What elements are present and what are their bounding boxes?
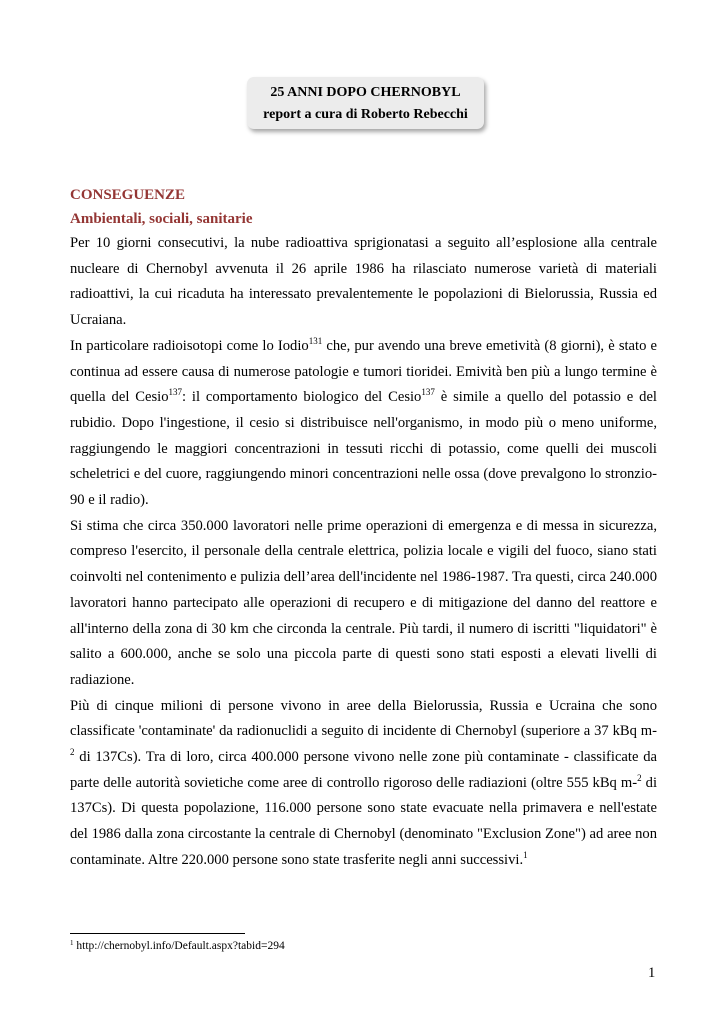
section-subtitle: Ambientali, sociali, sanitarie bbox=[70, 211, 253, 227]
footnote-reference[interactable]: 1 bbox=[523, 849, 528, 860]
main-content bbox=[70, 183, 657, 874]
superscript-cesio-2: 137 bbox=[421, 387, 435, 398]
document-subtitle: report a cura di Roberto Rebecchi bbox=[263, 107, 468, 122]
superscript-cesio-1: 137 bbox=[168, 387, 182, 398]
paragraph-4 bbox=[70, 694, 657, 874]
paragraph-2-text-c: : il comportamento biologico del Cesio bbox=[182, 389, 422, 406]
document-title: 25 ANNI DOPO CHERNOBYL bbox=[270, 85, 461, 100]
superscript-iodio: 131 bbox=[308, 335, 323, 346]
page-number: 1 bbox=[648, 965, 656, 981]
paragraph-2 bbox=[70, 334, 657, 514]
paragraph-2-text-d: è simile a quello del potassio e del rubidio. Dopo l'ingestione, il cesio si distribuisce nell'organismo, in modo più o meno uniforme, raggiungendo le maggiori concentrazioni in tessuti ricchi di potassio, come quelli dei muscoli scheletrici e del cuore, raggiungendo minori concentrazioni nelle ossa (dove prevalgono lo stronzio-90 e il radio). bbox=[70, 389, 657, 509]
paragraph-4-text-a: Più di cinque milioni di persone vivono in aree della Bielorussia, Russia e Ucraina che sono classificate 'contaminate' da radionuclidi a seguito di incidente di Chernobyl (superiore a 37 kBq m- bbox=[70, 697, 657, 740]
paragraph-1: Per 10 giorni consecutivi, la nube radioattiva sprigionatasi a seguito all’esplosione alla centrale nucleare di Chernobyl avvenuta il 26 aprile 1986 ha rilasciato numerose varietà di materiali radioattivi, la cui ricaduta ha interessato prevalentemente le popolazioni di Bielorussia, Russia ed Ucraiana. bbox=[70, 235, 657, 329]
footnote bbox=[70, 939, 285, 953]
superscript-m2-1: 2 bbox=[70, 747, 75, 758]
paragraph-2-text-a: In particolare radioisotopi come lo Iodio bbox=[70, 337, 309, 354]
footnote-link[interactable]: http://chernobyl.info/Default.aspx?tabid=294 bbox=[73, 940, 285, 952]
superscript-m2-2: 2 bbox=[637, 772, 642, 783]
paragraph-4-text-b: di 137Cs). Tra di loro, circa 400.000 persone vivono nelle zone più contaminate - classificate da parte delle autorità sovietiche come aree di controllo rigoroso delle radiazioni (oltre 555 kBq m- bbox=[70, 749, 657, 791]
footnote-marker: 1 bbox=[70, 939, 74, 947]
title-box bbox=[247, 77, 484, 129]
paragraph-3: Si stima che circa 350.000 lavoratori nelle prime operazioni di emergenza e di messa in sicurezza, compreso l'esercito, il personale della centrale elettrica, polizia locale e vigili del fuoco, siano stati coinvolti nel contenimento e pulizia dell’area dell'incidente nel 1986-1987. Tra questi, circa 240.000 lavoratori hanno partecipato alle operazioni di recupero e di mitigazione del danno del reattore e all'interno della zona di 30 km che circonda la centrale. Più tardi, il numero di iscritti "liquidatori" è salito a 600.000, anche se solo una piccola parte di questi sono stati esposti a elevati livelli di radiazione. bbox=[70, 517, 657, 688]
paragraph-4-text-c: di 137Cs). Di questa popolazione, 116.000 persone sono state evacuate nella primavera e nell'estate del 1986 dalla zona circostante la centrale di Chernobyl (denominato "Exclusion Zone") ad aree non contaminate. Altre 220.000 persone sono state trasferite negli anni successivi. bbox=[70, 774, 657, 868]
section-title: CONSEGUENZE bbox=[70, 187, 186, 203]
paragraph-2-text-b: che, pur avendo una breve emetività (8 giorni), è stato e continua ad essere causa di numerose patologie e tumori tioridei. Emività ben più a lungo termine è quella del Cesio bbox=[70, 337, 658, 406]
footnote-divider bbox=[70, 933, 245, 934]
